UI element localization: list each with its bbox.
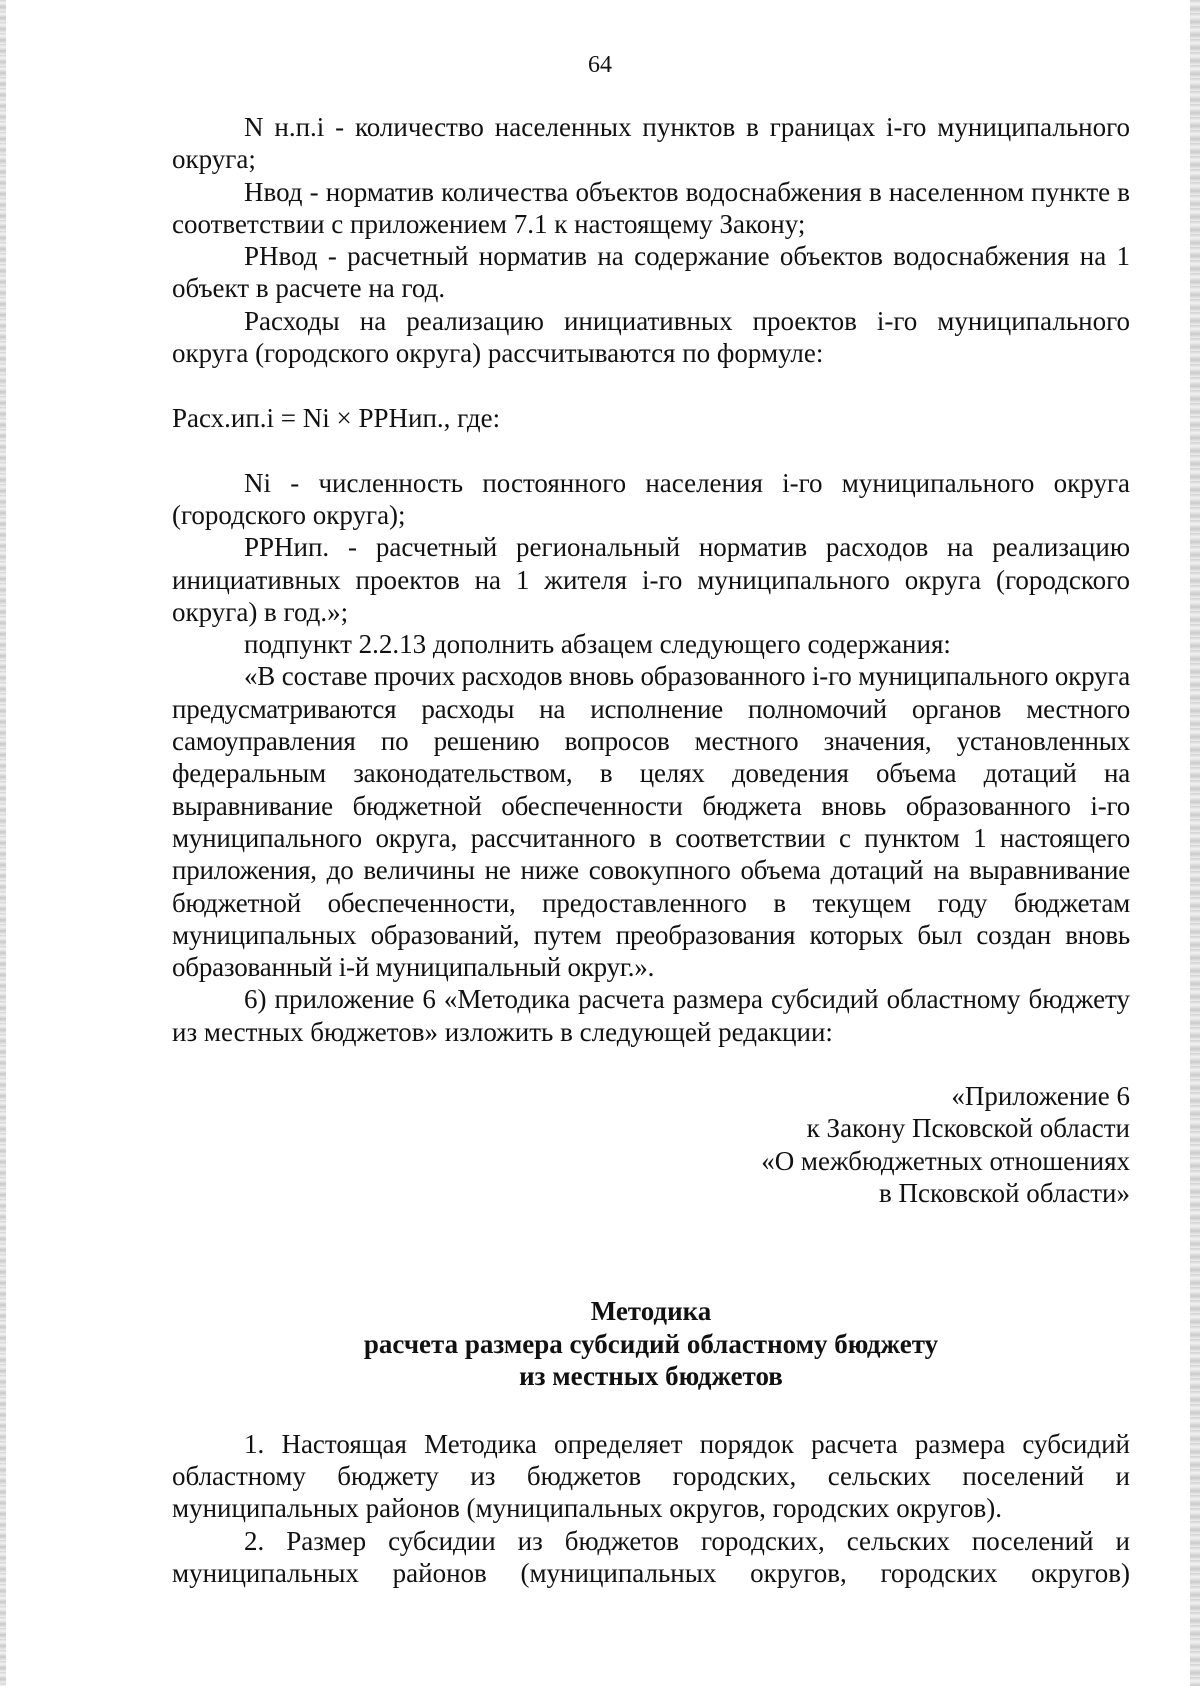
amendment-text: «В составе прочих расходов вновь образованного i-го муниципального округа предусматриваются расходы на исполнение полномочий органов местного самоуправления по решению вопросов местного значения, установленных федеральным законодательством, в целях доведения объема дотаций на выравнивание бюджетной обеспеченности бюджета вновь образованного i-го муниципального округа, рассчитанного в соответствии с пунктом 1 настоящего приложения, до величины не ниже совокупного объема дотаций на выравнивание бюджетной обеспеченности, предоставленного в текущем году бюджетам муниципальных образований, путем преобразования которых был создан вновь образованный i-й муниципальный округ.». [172,661,1130,983]
page-number: 64 [588,52,612,78]
definition-n-np: N н.п.i - количество населенных пунктов в границах i-го муниципального округа; [172,112,1130,175]
formula-intro: Расходы на реализацию инициативных проектов i-го муниципального округа (городского округа) рассчитываются по формуле: [172,305,1130,369]
appendix-reference [172,1080,1130,1209]
methodology-title [172,1295,1130,1393]
formula: Расх.ип.i = Ni × РРНип., где: [172,403,501,434]
appendix-ref-line-3: «О межбюджетных отношениях [761,1145,1130,1176]
appendix-ref-line-1: «Приложение 6 [951,1081,1130,1112]
methodology-title-line-3: из местных бюджетов [519,1361,783,1392]
methodology-title-line-1: Методика [590,1296,712,1327]
definition-rnvod: РНвод - расчетный норматив на содержание объектов водоснабжения на 1 объект в расчете на год. [172,241,1130,304]
document-body [172,111,1130,1589]
scan-edge-left [0,0,6,1686]
definition-nvod: Нвод - норматив количества объектов водоснабжения в населенном пункте в соответствии с приложением 7.1 к настоящему Закону; [172,176,1130,239]
item-6: 6) приложение 6 «Методика расчета размера субсидий областному бюджету из местных бюджетов» изложить в следующей редакции: [172,984,1130,1047]
amendment-intro: подпункт 2.2.13 дополнить абзацем следующего содержания: [244,629,951,660]
clause-2: 2. Размер субсидии из бюджетов городских, сельских поселений и муниципальных районов (муниципальных округов, городских округов) [172,1525,1130,1588]
definition-ni: Ni - численность постоянного населения i-го муниципального округа (городского округа); [172,467,1130,530]
appendix-ref-line-2: к Закону Псковской области [806,1113,1130,1144]
appendix-ref-line-4: в Псковской области» [878,1177,1130,1208]
methodology-title-line-2: расчета размера субсидий областному бюджету [363,1328,939,1359]
definition-rrnip: РРНип. - расчетный региональный норматив расходов на реализацию инициативных проектов на 1 жителя i-го муниципального округа (городского округа) в год.»; [172,532,1130,627]
scan-edge-right [1190,0,1200,1686]
clause-1: 1. Настоящая Методика определяет порядок расчета размера субсидий областному бюджету из бюджетов городских, сельских поселений и муниципальных районов (муниципальных округов, городских округов). [172,1428,1130,1524]
